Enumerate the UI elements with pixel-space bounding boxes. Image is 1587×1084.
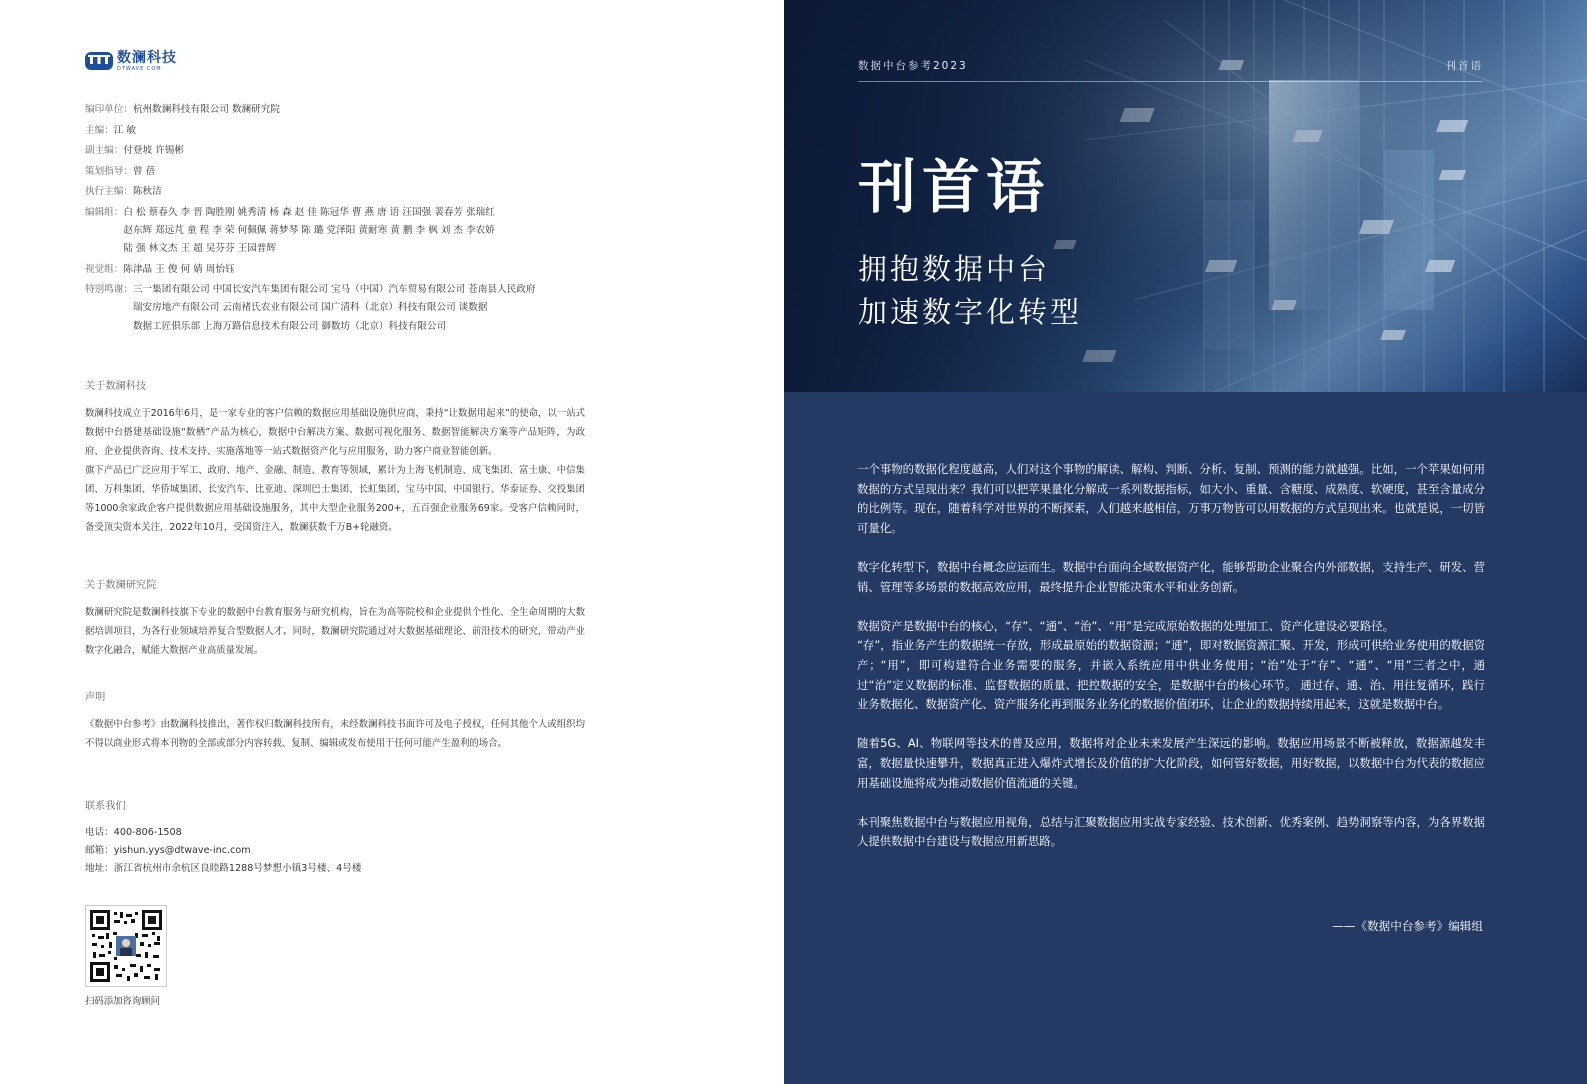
paragraph: 数澜研究院是数澜科技旗下专业的数据中台教育服务与研究机构，旨在为高等院校和企业提供个性化、全生命周期的大数据培训项目，为各行业领域培养复合型数据人才。同时，数澜研究院通过对大数据基础理论、前沿技术的研究，带动产业数字化融合，赋能大数据产业高质量发展。	[85, 607, 585, 656]
logo-mark-icon	[85, 50, 113, 72]
essay-paragraph: 一个事物的数据化程度越高，人们对这个事物的解读、解构、判断、分析、复制、预测的能力就越强。比如，一个苹果如何用数据的方式呈现出来？我们可以把苹果量化分解成一系列数据指标，如大小、重量、含糖度、成熟度、软硬度，甚至含量成分的比例等。现在，随着科学对世界的不断探索，人们越来越相信，万事万物皆可以用数据的方式呈现出来。也就是说，一切皆可量化。	[857, 462, 1485, 535]
right-page	[784, 0, 1587, 1084]
credit-value: 陈津晶 王 俊 何 婧 周怡钰	[123, 263, 235, 275]
contact-address: 地址：浙江省杭州市余杭区良睦路1288号梦想小镇3号楼、4号楼	[85, 863, 362, 874]
essay-paragraph: 本刊聚焦数据中台与数据应用视角，总结与汇聚数据应用实战专家经验、技术创新、优秀案例、趋势洞察等内容，为各界数据人提供数据中台建设与数据应用新思路。	[857, 814, 1485, 849]
left-page	[0, 0, 793, 1084]
section-title: 联系我们	[85, 801, 126, 812]
credit-key: 策划指导：	[85, 165, 133, 177]
paragraph: 数澜科技成立于2016年6月，是一家专业的客户信赖的数据应用基础设施供应商，秉持“让数据用起来”的使命，以一站式数据中台搭建基础设施“数栖”产品为核心，数据中台解决方案、数据可视化服务、数据智能解决方案等产品矩阵，为政府、企业提供咨询、技术支持、实施落地等一站式数据资产化与应用服务，助力客户商业智能创新。	[85, 408, 585, 457]
hero-title: 刊首语	[858, 153, 1051, 221]
logo-text	[117, 51, 177, 72]
editorial-essay	[857, 460, 1485, 871]
company-logo	[85, 48, 177, 74]
qr-caption: 扫码添加咨询顾问	[85, 996, 161, 1007]
publication-tag: 数据中台参考2023	[858, 60, 968, 72]
about-company-section	[85, 377, 585, 537]
paragraph: 旗下产品已广泛应用于军工、政府、地产、金融、制造、教育等领域，累计为上海飞机制造、成飞集团、富士康、中信集团、万科集团、华侨城集团、长安汽车、比亚迪、深圳巴士集团、长虹集团、宝马中国、中国银行、华泰证券、交投集团等1000余家政企客户提供数据应用基础设施服务，其中大型企业服务200+，五百强企业服务69家。受客户信赖同时，备受顶尖资本关注，2022年10月，受国资注入，数澜获数千万B+轮融资。	[85, 465, 585, 533]
credit-key: 主编：	[85, 124, 114, 136]
credit-value: 白 松 蔡春久 李 晋 陶胜刚 姚秀清 杨 森 赵 佳 陈冠华 曹 燕 唐 语 汪国强 裴春芳 张瑞红 赵东辉 郑远芃 童 程 李 荣 何佩佩 蒋梦琴 陈 璐 党泽阳 黄耐寒 黄 鹏 李 枫 刘 杰 李农娇 陆 强 林文杰 王 超 吴芬芬 王园普辉	[123, 206, 495, 255]
header-divider	[858, 81, 1483, 82]
credit-value: 杭州数澜科技有限公司 数澜研究院	[132, 104, 280, 115]
about-institute-section	[85, 576, 585, 660]
contact-email: 邮箱：yishun.yys@dtwave-inc.com	[85, 845, 251, 856]
section-title: 关于数澜科技	[85, 381, 147, 392]
credits-block	[85, 105, 585, 342]
credit-value: 曾 蓓	[132, 165, 156, 177]
credit-value: 三一集团有限公司 中国长安汽车集团有限公司 宝马（中国）汽车贸易有限公司 苍南县人民政府 瑞安房地产有限公司 云南褚氏农业有限公司 国广清科（北京）科技有限公司 谈数据 数据工匠俱乐部 上海万路信息技术有限公司 御数坊（北京）科技有限公司	[132, 284, 536, 332]
essay-paragraph: 数据资产是数据中台的核心，“存”、“通”、“治”、“用”是完成原始数据的处理加工、资产化建设必要路径。	[857, 618, 1395, 633]
credit-row	[85, 265, 585, 275]
logo-name-en: DTWAVE.COM	[117, 65, 162, 72]
credit-row	[85, 126, 585, 136]
statement-section	[85, 688, 585, 753]
section-tag: 刊首语	[1445, 60, 1483, 72]
section-body	[85, 715, 585, 753]
hero-subtitle	[858, 248, 1082, 334]
essay-paragraph: 随着5G、AI、物联网等技术的普及应用，数据将对企业未来发展产生深远的影响。数据应用场景不断被释放，数据源越发丰富，数据量快速攀升，数据真正进入爆炸式增长及价值的扩大化阶段，如何管好数据，用好数据，以数据中台为代表的数据应用基础设施将成为推动数据价值流通的关键。	[857, 736, 1485, 790]
credit-key: 副主编：	[85, 145, 124, 157]
section-title: 关于数澜研究院	[85, 580, 157, 591]
credit-row	[85, 167, 585, 177]
credit-key: 编印单位：	[85, 104, 133, 115]
subtitle-line: 加速数字化转型	[858, 295, 1083, 329]
contact-section	[85, 797, 585, 878]
credit-key: 视觉组：	[85, 263, 124, 275]
qr-code-icon	[85, 905, 167, 987]
credit-key: 特别鸣谢：	[85, 284, 133, 296]
essay-paragraph: “存”，指业务产生的数据统一存放，形成最原始的数据资源；“通”，即对数据资源汇聚、开发，形成可供给业务使用的数据资产；“用”，即可构建符合业务需要的服务，并嵌入系统应用中供业务使用；“治”处于“存”、“通”、“用”三者之中，通过“治”定义数据的标准、监督数据的质量、把控数据的安全，是数据中台的核心环节。 通过存、通、治、用往复循环，践行业务数据化、数据资产化、资产服务化再到服务业务化的数据价值闭环，让企业的数据持续用起来，这就是数据中台。	[857, 638, 1485, 712]
essay-paragraph: 数字化转型下，数据中台概念应运而生。数据中台面向全域数据资产化，能够帮助企业聚合内外部数据，支持生产、研发、营销、管理等多场景的数据高效应用，最终提升企业智能决策水平和业务创新。	[857, 559, 1485, 594]
credit-key: 执行主编：	[85, 186, 133, 198]
credit-value: 付登坡 许锡彬	[123, 145, 184, 157]
credit-row	[85, 105, 585, 115]
section-body	[85, 603, 585, 660]
section-title: 声明	[85, 692, 106, 703]
subtitle-line: 拥抱数据中台	[858, 252, 1051, 286]
credit-row	[85, 285, 585, 331]
editorial-signature: ——《数据中台参考》编辑组	[1332, 919, 1483, 933]
hero-banner	[784, 0, 1587, 392]
contact-phone: 电话：400-806-1508	[85, 827, 182, 838]
credit-row	[85, 187, 585, 197]
credit-row	[85, 208, 585, 254]
credit-row	[85, 146, 585, 156]
credit-key: 编辑组：	[85, 206, 124, 218]
credit-value: 江 敏	[113, 124, 137, 136]
credit-value: 陈秋洁	[132, 186, 162, 198]
paragraph: 《数据中台参考》由数澜科技推出，著作权归数澜科技所有，未经数澜科技书面许可及电子授权，任何其他个人或组织均不得以商业形式将本刊物的全部或部分内容转载、复制、编辑或发布使用于任何可能产生盈利的场合。	[85, 719, 585, 749]
section-body	[85, 404, 585, 537]
logo-name-cn: 数澜科技	[117, 49, 177, 66]
